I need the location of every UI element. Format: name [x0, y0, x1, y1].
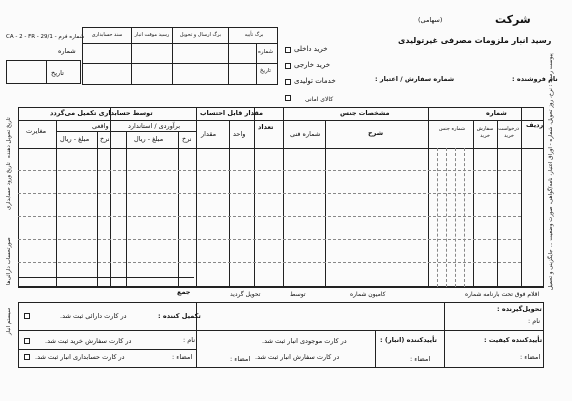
col-amount: مقدار — [201, 130, 217, 138]
clerk-signature-label: امضاء : — [230, 355, 251, 363]
doc-header-confirm: برگ تأییه — [244, 32, 264, 38]
completer-label: تکمیل کننده : — [158, 312, 201, 320]
side-left-accounting-date: تاریخ ورود حسابداری — [6, 162, 12, 210]
col-acceptable-qty: مقدار قابل احتساب — [200, 109, 264, 117]
quality-approver-label: تأییدکننده کیفیت : — [484, 336, 543, 344]
col-number: شماره — [486, 109, 507, 117]
form-code: CA - 2 - FR - 29/1 - شماره فرم — [6, 34, 85, 40]
col-count: تعداد — [258, 123, 274, 131]
purchase-services-label: خدمات تولیدی — [294, 77, 336, 85]
side-left-assets: صورتحساب دارائی‌ها — [6, 237, 12, 285]
col-variance: مغایرت — [26, 127, 47, 135]
order-credit-label: شماره سفارش / اعتبار : — [375, 75, 455, 83]
company-label: شرکت — [495, 13, 531, 26]
col-actual: واقعی — [92, 122, 109, 130]
purchase-foreign-label: خرید خارجی — [294, 61, 331, 69]
quality-signature-label: امضاء : — [520, 353, 541, 361]
seller-name-label: نام فروشنده : — [512, 75, 558, 83]
received-bill-line: اقلام فوق تحت بارنامه شماره — [465, 291, 540, 298]
delivered-line: تحویل گردید — [230, 291, 261, 298]
checkbox-production-services[interactable] — [285, 79, 291, 85]
receiver-name-label: نام : — [528, 317, 541, 325]
purchase-consignment-label: کالای امانی — [305, 96, 334, 103]
col-est-rate: نرخ — [182, 135, 192, 143]
col-purchase-order: سفارش خرید — [476, 126, 494, 139]
col-description: شرح — [368, 129, 384, 137]
accounting-card-note: در کارت حسابداری انبار ثبت شد. — [35, 353, 125, 361]
doc-header-temp-receipt: رسید موقت انبار — [134, 32, 170, 38]
side-left-delivery-date: تاریخ تحویل دهنده — [6, 117, 12, 158]
by-line: توسط — [290, 291, 306, 298]
col-row: ردیف — [526, 121, 544, 129]
col-act-rate: نرخ — [100, 135, 110, 143]
left-date-label: تاریخ — [51, 69, 64, 77]
side-attachments-text: پیوست رسید : نرخ، روز تحویل، شماره - اوراق اعتبار، نامه/گواهی، صورت وضعیت ... جایگزینی و تحمیل — [548, 53, 554, 290]
doc-date-label: تاریخ — [260, 68, 271, 74]
col-estimate: برآوردی / استاندارد — [128, 122, 181, 130]
order-card2-note: در کارت سفارش خرید ثبت شد. — [45, 337, 132, 345]
left-number-label: شماره — [58, 47, 76, 55]
truck-line: کامیون شماره — [350, 291, 386, 298]
checkbox-consignment[interactable] — [285, 95, 291, 101]
col-specs: مشخصات جنس — [340, 109, 390, 117]
order-card2-checkbox[interactable] — [24, 338, 30, 344]
receiver-label: تحویل‌گیرنده : — [497, 305, 542, 313]
completer-name-label: نام : — [183, 336, 196, 344]
doc-header-accounting-doc: سند حسابداری — [91, 32, 123, 38]
col-item-number: شماره جنس — [438, 126, 466, 132]
storekeeper-label: تأییدکننده (انبار) : — [380, 336, 437, 344]
col-est-sum: مبلغ - ریال — [134, 135, 164, 143]
inventory-card-note: در کارت موجودی انبار ثبت شد. — [262, 337, 347, 345]
col-act-sum: مبلغ - ریال — [60, 135, 90, 143]
checkbox-domestic[interactable] — [285, 47, 291, 53]
doc-header-shipping: برگ ارسال و تحویل — [179, 32, 222, 38]
order-card-note: در کارت سفارش انبار ثبت شد. — [255, 353, 340, 361]
accounting-card-checkbox[interactable] — [24, 354, 30, 360]
left-date-box[interactable] — [6, 60, 81, 84]
form-title: رسید انبار ملزومات مصرفی غیرتولیدی — [398, 36, 552, 45]
company-type: (سهامی) — [418, 16, 443, 24]
storekeeper-signature-label: امضاء : — [410, 355, 431, 363]
total-label: جمع — [177, 288, 191, 296]
doc-number-label: شماره — [258, 49, 274, 55]
col-purchase-request: درخواست خرید — [498, 126, 519, 139]
col-unit: واحد — [233, 130, 246, 138]
side-left-stock-system: سیستم انبار — [6, 307, 12, 335]
col-accounting: توسط حسابداری تکمیل می‌گردد — [50, 109, 153, 117]
checkbox-foreign[interactable] — [285, 63, 291, 69]
asset-card-note: در کارت دارائی ثبت شد. — [60, 312, 127, 320]
completer-signature-label: امضاء : — [172, 353, 193, 361]
col-tech-no: شماره فنی — [290, 130, 321, 138]
purchase-domestic-label: خرید داخلی — [294, 45, 328, 53]
asset-card-checkbox[interactable] — [24, 313, 30, 319]
